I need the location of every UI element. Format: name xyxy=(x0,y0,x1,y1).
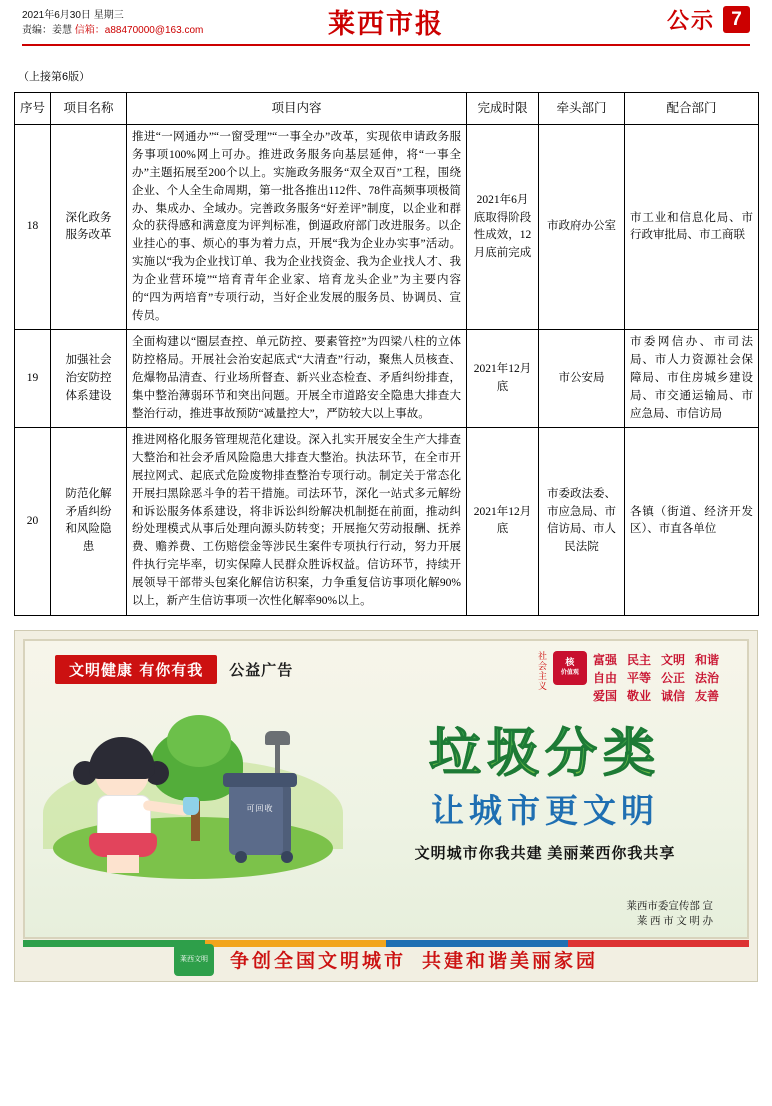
paper-title: 莱西市报 xyxy=(328,9,444,40)
core-socialist-values xyxy=(536,651,719,704)
ad-banner-type-label: 公益广告 xyxy=(229,662,294,679)
row-coop-dept: 市委网信办、市司法局、市人力资源社会保障局、市住房城乡建设局、市交通运输局、市应急局、市信访局 xyxy=(625,330,759,428)
bin-wheel-icon xyxy=(235,851,247,863)
core-values-vertical-text: 社会主义 xyxy=(536,650,547,691)
ad-banner xyxy=(55,655,293,684)
core-word: 民主 xyxy=(626,652,651,667)
core-word: 自由 xyxy=(592,670,617,685)
seal-bottom-text: 价值观 xyxy=(560,669,579,676)
masthead-divider xyxy=(22,44,750,46)
project-table xyxy=(14,92,759,616)
publication-date: 2021年6月30日 星期三 xyxy=(22,10,124,21)
tree-foliage-top-icon xyxy=(167,715,231,767)
signoff-line-1: 莱西市委宣传部 宣 xyxy=(626,900,713,912)
continued-note: （上接第6版） xyxy=(18,71,91,83)
table-header-row xyxy=(15,93,759,125)
row-project-name: 防范化解 矛盾纠纷 和风险隐 患 xyxy=(51,428,127,615)
column-header-coop-dept: 配合部门 xyxy=(625,93,759,125)
civilized-city-logo-icon: 莱西文明 xyxy=(174,944,214,976)
girl-legs-icon xyxy=(107,855,139,873)
core-word: 平等 xyxy=(626,670,651,685)
public-service-ad xyxy=(14,630,758,982)
column-header-name: 项目名称 xyxy=(51,93,127,125)
row-deadline: 2021年6月底取得阶段性成效，12月底前完成 xyxy=(467,125,539,330)
core-word: 富强 xyxy=(592,652,617,667)
section-label: 公示 xyxy=(666,8,715,33)
ad-signoff xyxy=(626,899,713,929)
core-word: 文明 xyxy=(660,652,685,667)
mailbox-label: 信箱：a88470000@163.com xyxy=(74,25,204,36)
ad-illustration xyxy=(43,699,343,899)
ad-footer xyxy=(15,939,757,981)
girl-hair-icon xyxy=(89,737,155,779)
row-deadline: 2021年12月底 xyxy=(467,428,539,615)
row-coop-dept: 各镇（街道、经济开发区）、市直各单位 xyxy=(625,428,759,615)
row-project-content: 推进网格化服务管理规范化建设。深入扎实开展安全生产大排查大整治和社会矛盾风险隐患大排查大整治。执法环节，在全市开展拉网式、起底式危险废物排查整治专项行动。制定关于常态化开展扫黑除恶斗争的若干措施。司法环节，深化一站式多元解纷和诉讼服务体系建设，将非诉讼纠纷解决机制挺在前面，推动纠纷处理模式从事后处理向源头防转变；开展拖欠劳动报酬、抚养费、赡养费、工伤赔偿金等涉民生案件专项执行行动，努力开展件执行完毕率，切实保障人民群众胜诉权益。信访环节，持续开展领导干部带头包案化解信访积案，力争重复信访事项化解90%以上，新产生信访事项一次性化解率90%以上。 xyxy=(127,428,467,615)
column-header-lead-dept: 牵头部门 xyxy=(539,93,625,125)
signoff-line-2: 莱 西 市 文 明 办 xyxy=(636,915,713,927)
core-word: 敬业 xyxy=(626,688,651,703)
trash-cup-icon xyxy=(183,797,199,815)
girl-skirt-icon xyxy=(89,833,157,857)
core-word: 和谐 xyxy=(694,652,719,667)
ad-inner-frame xyxy=(23,639,749,939)
row-project-name: 加强社会 治安防控 体系建设 xyxy=(51,330,127,428)
core-values-seal-icon xyxy=(553,651,587,685)
core-word: 公正 xyxy=(660,670,685,685)
section-indicator xyxy=(667,4,750,35)
seal-top-text: 核 xyxy=(565,656,575,667)
editor-label: 责编：姜慧 xyxy=(22,25,72,36)
row-lead-dept: 市委政法委、市应急局、市信访局、市人民法院 xyxy=(539,428,625,615)
recycling-bin-lid-icon xyxy=(223,773,297,787)
page-number-badge: 7 xyxy=(723,6,750,33)
ad-headline-block xyxy=(355,722,735,864)
masthead xyxy=(14,0,758,46)
ad-banner-red-label: 文明健康 有你有我 xyxy=(55,655,217,684)
table-row xyxy=(15,330,759,428)
row-lead-dept: 市公安局 xyxy=(539,330,625,428)
row-seq: 18 xyxy=(15,125,51,330)
core-word: 友善 xyxy=(694,688,719,703)
recycling-bin-label: 可回收 xyxy=(246,803,274,813)
core-word: 诚信 xyxy=(660,688,685,703)
column-header-content: 项目内容 xyxy=(127,93,467,125)
column-header-seq: 序号 xyxy=(15,93,51,125)
row-project-content: 推进“一网通办”“一窗受理”“一事全办”改革，实现依申请政务服务事项100%网上可办。推进政务服务向基层延伸，将“一事全办”主题拓展至200个以上。实施政务服务“双全双百”工程，围绕企业、个人全生命周期，第一批各推出112件、78件高频事项极简办、集成办、全域办。完善政务服务“好差评”制度，以企业和群众的获得感和满意度为评判标准，倒逼政府部门改进服务。以企业挂心的事、烦心的事为着力点，开展“我为企业办实事”活动。实施以“我为企业找订单、我为企业找资金、我为企业找人才、我为企业营环境”“培育青年企业家、培育龙头企业”为主要内容的“四为两培育”专项行动，当好企业发展的服务员、协调员、宣传员。 xyxy=(127,125,467,330)
row-coop-dept: 市工业和信息化局、市行政审批局、市工商联 xyxy=(625,125,759,330)
row-deadline: 2021年12月底 xyxy=(467,330,539,428)
street-lamp-head-icon xyxy=(265,731,290,745)
core-word: 法治 xyxy=(694,670,719,685)
row-project-name: 深化政务 服务改革 xyxy=(51,125,127,330)
row-seq: 19 xyxy=(15,330,51,428)
bin-wheel-icon xyxy=(281,851,293,863)
table-row xyxy=(15,125,759,330)
core-values-words xyxy=(593,651,719,704)
row-lead-dept: 市政府办公室 xyxy=(539,125,625,330)
ad-subtitle: 文明城市你我共建 美丽莱西你我共享 xyxy=(414,846,676,863)
recycling-bin-icon xyxy=(229,785,291,855)
table-row xyxy=(15,428,759,615)
row-seq: 20 xyxy=(15,428,51,615)
column-header-deadline: 完成时限 xyxy=(467,93,539,125)
ad-headline-sub: 让城市更文明 xyxy=(431,791,659,831)
footer-slogan-right: 共建和谐美丽家园 xyxy=(422,950,599,972)
footer-slogan-left: 争创全国文明城市 xyxy=(229,950,406,972)
core-word: 爱国 xyxy=(592,688,617,703)
ad-headline-main: 垃圾分类 xyxy=(355,727,735,782)
row-project-content: 全面构建以“圈层查控、单元防控、要素管控”为四梁八柱的立体防控格局。开展社会治安起底式“大清查”行动，聚焦人员核查、危爆物品清查、行业场所督查、新兴业态检查、矛盾纠纷排查，集中整治薄弱环节和突出问题。开展全市道路安全隐患大排查大整治行动，推进事故预防“减量控大”，严防较大以上事故。 xyxy=(127,330,467,428)
